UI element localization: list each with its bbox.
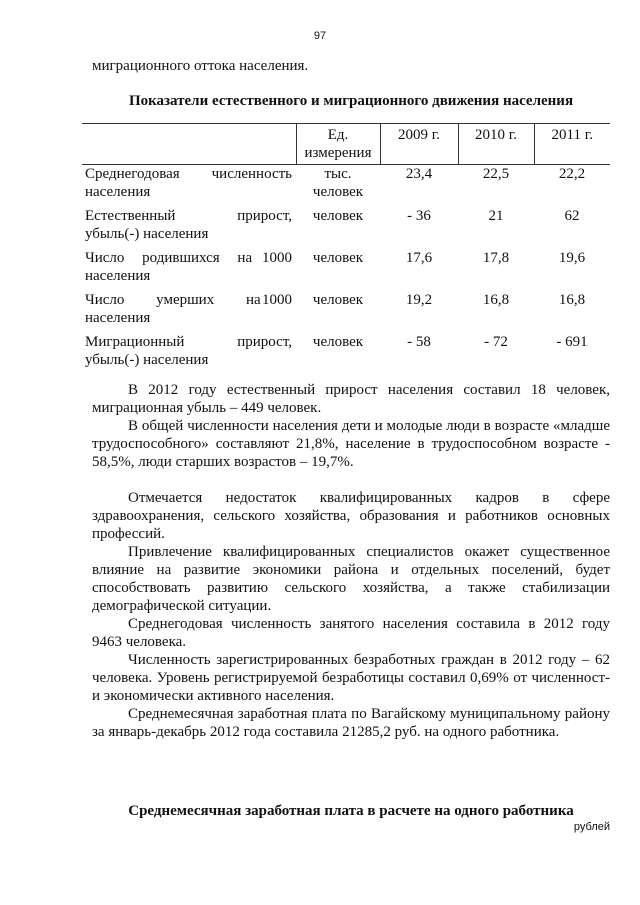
- value-2010: 22,5: [482, 166, 510, 182]
- indicator-continuation: населения: [85, 184, 151, 200]
- population-table: [82, 123, 610, 375]
- indicator-cell: [82, 249, 296, 291]
- indicator-cell: [82, 291, 296, 333]
- indicator-word: 1000: [262, 250, 292, 266]
- indicator-word: Число родившихся на: [85, 250, 253, 266]
- header-2010: 2010 г.: [458, 124, 534, 165]
- value-2011: 62: [564, 208, 580, 224]
- salary-table-title: Среднемесячная заработная плата в расчете на одного работника: [128, 803, 574, 819]
- table-row: [82, 333, 610, 375]
- value-2011: 16,8: [558, 292, 586, 308]
- table-row: [82, 249, 610, 291]
- indicator-continuation: населения: [85, 310, 151, 326]
- paragraph: В 2012 году естественный прирост населения составил 18 человек, миграционная убыль – 449 человек.: [92, 382, 610, 416]
- value-2009: - 58: [407, 334, 431, 350]
- paragraph: Привлечение квалифицированных специалистов окажет существенное влияние на развитие экономики района и отдельных поселений, будет способствовать развитию сельского хозяйства, а также стабилизации демографической ситуации.: [92, 544, 610, 614]
- indicator-word: 1000: [262, 292, 292, 308]
- value-2011: - 691: [556, 334, 588, 350]
- value-2009: 23,4: [405, 166, 433, 182]
- value-2010: - 72: [484, 334, 508, 350]
- header-2011: 2011 г.: [534, 124, 610, 165]
- paragraph: Среднегодовая численность занятого населения составила в 2012 году 9463 человека.: [92, 616, 610, 650]
- value-2010: 16,8: [482, 292, 510, 308]
- header-unit: Ед. измерения: [296, 124, 380, 165]
- indicator-word: прирост,: [237, 334, 292, 350]
- indicator-word: Миграционный: [85, 334, 185, 350]
- unit-line: человек: [312, 250, 364, 266]
- unit-cell: [296, 207, 380, 249]
- table-header-row: [82, 124, 610, 165]
- indicator-cell: [82, 333, 296, 375]
- page-number: 97: [313, 30, 327, 42]
- indicator-word: прирост,: [237, 208, 292, 224]
- table-row: [82, 291, 610, 333]
- demographics-text: [92, 381, 610, 471]
- table-row: [82, 165, 610, 208]
- paragraph: В общей численности населения дети и молодые люди в возрасте «младше трудоспособного» составляют 21,8%, население в трудоспособном возрасте - 58,5%, люди старших возрастов – 19,7%.: [92, 418, 610, 470]
- value-2009: 17,6: [405, 250, 433, 266]
- value-2011: 19,6: [558, 250, 586, 266]
- indicator-continuation: убыль(-) населения: [85, 352, 209, 368]
- paragraph: Отмечается недостаток квалифицированных кадров в сфере здравоохранения, сельского хозяйства, образования и работников основных профессий.: [92, 490, 610, 542]
- paragraph: Среднемесячная заработная плата по Вагайскому муниципальному району за январь-декабрь 2012 года составила 21285,2 руб. на одного работника.: [92, 706, 610, 740]
- indicator-cell: [82, 165, 296, 208]
- value-2010: 21: [488, 208, 504, 224]
- unit-line: человек: [312, 292, 364, 308]
- header-2009: 2009 г.: [380, 124, 458, 165]
- indicator-word: Среднегодовая: [85, 166, 180, 182]
- currency-label: рублей: [573, 821, 610, 833]
- indicator-continuation: убыль(-) населения: [85, 226, 209, 242]
- employment-text: [92, 489, 610, 741]
- indicator-cell: [82, 207, 296, 249]
- table-row: [82, 207, 610, 249]
- unit-line: человек: [312, 184, 364, 200]
- value-2010: 17,8: [482, 250, 510, 266]
- unit-cell: [296, 165, 380, 208]
- unit-line: тыс.: [324, 166, 352, 182]
- unit-cell: [296, 333, 380, 375]
- header-indicator: [82, 124, 296, 165]
- indicator-word: численность: [211, 166, 292, 182]
- unit-line: человек: [312, 334, 364, 350]
- unit-cell: [296, 249, 380, 291]
- lead-text: миграционного оттока населения.: [92, 58, 309, 74]
- unit-line: человек: [312, 208, 364, 224]
- value-2009: 19,2: [405, 292, 433, 308]
- indicator-word: Естественный: [85, 208, 176, 224]
- table-title: Показатели естественного и миграционного движения населения: [128, 93, 574, 109]
- indicator-continuation: населения: [85, 268, 151, 284]
- unit-cell: [296, 291, 380, 333]
- paragraph: Численность зарегистрированных безработных граждан в 2012 году – 62 человека. Уровень регистрируемой безработицы составил 0,69% от численност-и экономически активного населения.: [92, 652, 610, 704]
- value-2011: 22,2: [558, 166, 586, 182]
- indicator-word: Число умерших на: [85, 292, 261, 308]
- value-2009: - 36: [407, 208, 431, 224]
